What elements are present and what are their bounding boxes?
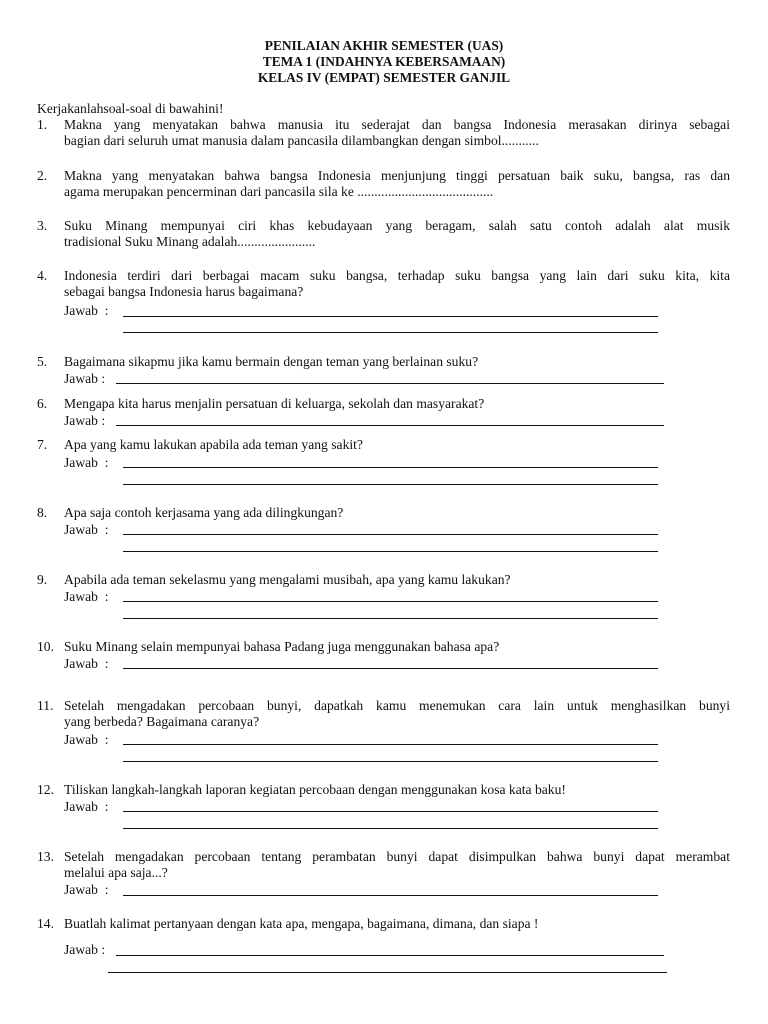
- question-number: 13.: [37, 849, 54, 864]
- question-number: 10.: [37, 639, 54, 654]
- question-number: 2.: [37, 168, 48, 183]
- question-line: Mengapa kita harus menjalin persatuan di keluarga, sekolah dan masyarakat?: [64, 396, 485, 411]
- question-line: Buatlah kalimat pertanyaan dengan kata apa, mengapa, bagaimana, dimana, dan siapa !: [64, 916, 539, 931]
- answer-line[interactable]: [123, 828, 658, 829]
- question-number: 3.: [37, 218, 48, 233]
- question-number: 5.: [37, 354, 48, 369]
- header-theme: TEMA 1 (INDAHNYA KEBERSAMAAN): [262, 54, 506, 69]
- answer-line[interactable]: [123, 601, 658, 602]
- question-line: yang berbeda? Bagaimana caranya?: [64, 714, 260, 729]
- answer-line[interactable]: [116, 383, 664, 384]
- question-number: 9.: [37, 572, 48, 587]
- answer-line[interactable]: [123, 332, 658, 333]
- answer-label: Jawab :: [64, 589, 109, 604]
- question-text: [64, 698, 730, 730]
- question-number: 6.: [37, 396, 48, 411]
- answer-label: Jawab :: [64, 455, 109, 470]
- question-line: Tiliskan langkah-langkah laporan kegiatan percobaan dengan menggunakan kosa kata baku!: [64, 782, 566, 797]
- question-line: Bagaimana sikapmu jika kamu bermain dengan teman yang berlainan suku?: [64, 354, 479, 369]
- answer-line[interactable]: [123, 618, 658, 619]
- question-line: tradisional Suku Minang adalah.......................: [64, 234, 316, 249]
- question-line: agama merupakan pencerminan dari pancasila sila ke ........................................: [64, 184, 494, 199]
- answer-line[interactable]: [123, 895, 658, 896]
- answer-label: Jawab :: [64, 799, 109, 814]
- question-text: [64, 782, 730, 798]
- question-text: [64, 354, 730, 370]
- question-line: sebagai bangsa Indonesia harus bagaimana?: [64, 284, 304, 299]
- question-text: [64, 639, 730, 655]
- question-text: [64, 218, 730, 250]
- answer-line[interactable]: [108, 972, 667, 973]
- question-text: [64, 117, 730, 149]
- question-text: [64, 396, 730, 412]
- header-title: PENILAIAN AKHIR SEMESTER (UAS): [264, 38, 504, 53]
- question-text: [64, 505, 730, 521]
- question-line: Makna yang menyatakan bahwa bangsa Indonesia menjunjung tinggi persatuan baik suku, bangsa, ras dan: [64, 168, 730, 183]
- answer-label: Jawab :: [64, 413, 106, 428]
- question-line: melalui apa saja...?: [64, 865, 168, 880]
- question-line: Apa yang kamu lakukan apabila ada teman yang sakit?: [64, 437, 363, 452]
- answer-line[interactable]: [123, 316, 658, 317]
- question-text: [64, 916, 730, 932]
- question-line: Indonesia terdiri dari berbagai macam suku bangsa, terhadap suku bangsa yang lain dari suku kita, kita: [64, 268, 730, 283]
- answer-label: Jawab :: [64, 522, 109, 537]
- question-line: bagian dari seluruh umat manusia dalam pancasila dilambangkan dengan simbol...........: [64, 133, 539, 148]
- question-line: Setelah mengadakan percobaan tentang perambatan bunyi dapat disimpulkan bahwa bunyi dapat merambat: [64, 849, 730, 864]
- question-line: Apabila ada teman sekelasmu yang mengalami musibah, apa yang kamu lakukan?: [64, 572, 511, 587]
- question-text: [64, 849, 730, 881]
- question-text: [64, 268, 730, 300]
- question-line: Setelah mengadakan percobaan bunyi, dapatkah kamu menemukan cara lain untuk menghasilkan bunyi: [64, 698, 730, 713]
- instruction-text: Kerjakanlahsoal-soal di bawahini!: [37, 101, 224, 116]
- answer-label: Jawab :: [64, 656, 109, 671]
- question-line: Apa saja contoh kerjasama yang ada dilingkungan?: [64, 505, 344, 520]
- answer-line[interactable]: [123, 551, 658, 552]
- answer-label: Jawab :: [64, 732, 109, 747]
- answer-line[interactable]: [123, 668, 658, 669]
- answer-line[interactable]: [123, 484, 658, 485]
- question-line: Suku Minang mempunyai ciri khas kebudayaan yang beragam, salah satu contoh adalah alat musik: [64, 218, 730, 233]
- question-number: 4.: [37, 268, 48, 283]
- question-text: [64, 572, 730, 588]
- answer-line[interactable]: [116, 955, 664, 956]
- answer-line[interactable]: [123, 811, 658, 812]
- header-class: KELAS IV (EMPAT) SEMESTER GANJIL: [257, 70, 511, 85]
- question-text: [64, 437, 730, 453]
- question-number: 7.: [37, 437, 48, 452]
- question-number: 11.: [37, 698, 54, 713]
- question-number: 1.: [37, 117, 48, 132]
- question-number: 8.: [37, 505, 48, 520]
- question-number: 14.: [37, 916, 54, 931]
- answer-label: Jawab :: [64, 303, 109, 318]
- answer-label: Jawab :: [64, 882, 109, 897]
- question-number: 12.: [37, 782, 54, 797]
- question-line: Makna yang menyatakan bahwa manusia itu sederajat dan bangsa Indonesia merasakan dirinya sebagai: [64, 117, 730, 132]
- answer-label: Jawab :: [64, 371, 106, 386]
- answer-line[interactable]: [123, 534, 658, 535]
- answer-label: Jawab :: [64, 942, 106, 957]
- question-text: [64, 168, 730, 200]
- answer-line[interactable]: [123, 744, 658, 745]
- answer-line[interactable]: [116, 425, 664, 426]
- question-line: Suku Minang selain mempunyai bahasa Padang juga menggunakan bahasa apa?: [64, 639, 500, 654]
- answer-line[interactable]: [123, 761, 658, 762]
- answer-line[interactable]: [123, 467, 658, 468]
